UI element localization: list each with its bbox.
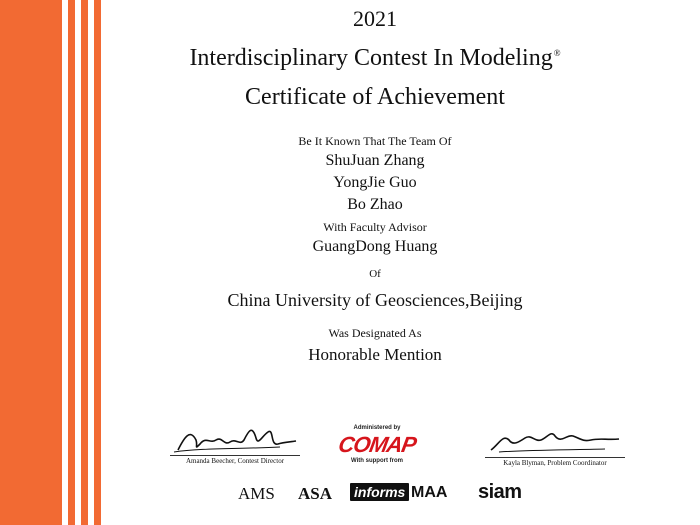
contest-director-signature <box>170 418 300 468</box>
certificate-title: Certificate of Achievement <box>245 84 505 110</box>
be-it-known-label: Be It Known That The Team Of <box>298 134 452 148</box>
siam-logo: siam <box>478 481 522 503</box>
ams-logo: AMS <box>238 484 275 503</box>
contest-name <box>140 45 610 72</box>
faculty-advisor: GuangDong Huang <box>312 238 438 255</box>
orange-stripe <box>81 0 88 525</box>
advisor-label: With Faculty Advisor <box>323 220 427 234</box>
signature-line <box>170 455 300 456</box>
asa-logo: ASA <box>298 484 333 503</box>
signature-line <box>485 457 625 458</box>
orange-stripe <box>94 0 101 525</box>
team-member: Bo Zhao <box>347 196 403 213</box>
certificate-year: 2021 <box>353 6 397 31</box>
sponsor-logos <box>238 480 548 510</box>
of-label: Of <box>369 268 381 280</box>
institution-name: China University of Geosciences,Beijing <box>227 290 523 310</box>
award-level: Honorable Mention <box>308 345 442 364</box>
problem-coordinator-caption: Kayla Blyman, Problem Coordinator <box>503 459 607 467</box>
registered-mark: ® <box>553 48 561 58</box>
signature-scribble-icon <box>485 420 625 458</box>
comap-logo: COMAP <box>336 432 418 457</box>
comap-logo-block <box>335 425 419 477</box>
signature-scribble-icon <box>170 418 300 456</box>
team-member: ShuJuan Zhang <box>325 152 425 169</box>
contest-director-caption: Amanda Beecher, Contest Director <box>185 457 285 465</box>
contest-name-text: Interdisciplinary Contest In Modeling <box>189 45 553 71</box>
administered-by-label: Administered by <box>353 425 401 431</box>
team-member: YongJie Guo <box>333 174 417 191</box>
with-support-label: With support from <box>351 458 403 464</box>
maa-logo: MAA <box>411 484 448 501</box>
problem-coordinator-signature <box>485 420 625 470</box>
designated-label: Was Designated As <box>328 326 422 340</box>
orange-border-band <box>0 0 62 525</box>
orange-stripe <box>68 0 75 525</box>
informs-logo: informs <box>350 483 409 501</box>
